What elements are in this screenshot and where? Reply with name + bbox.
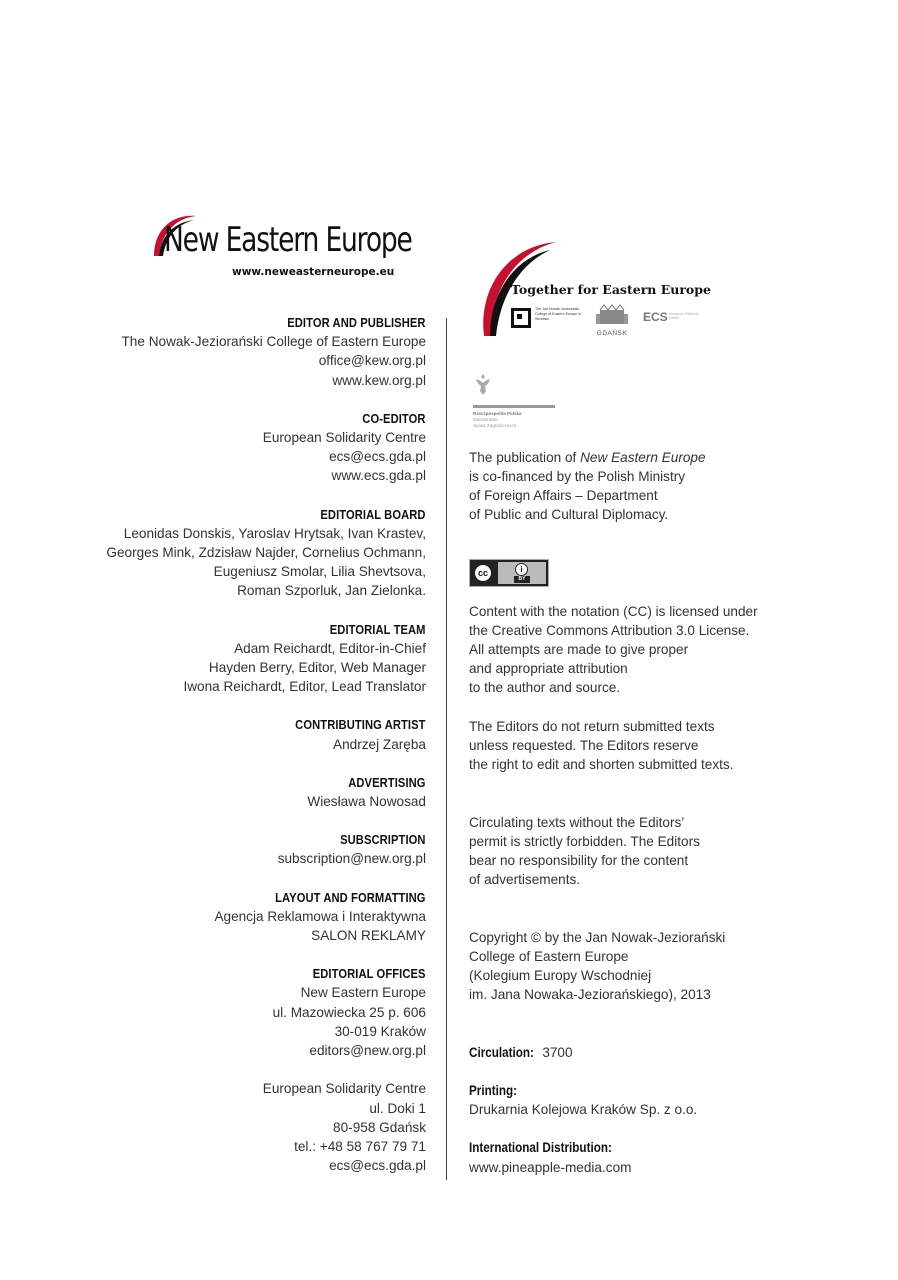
section-heading: EDITORIAL TEAM xyxy=(330,621,426,637)
ministry-text-prefix: The publication of xyxy=(469,450,581,465)
editors-note-line: The Editors do not return submitted texts xyxy=(469,719,715,734)
section-editorial-board xyxy=(106,505,426,601)
section-co-editor xyxy=(106,409,426,486)
license-line: All attempts are made to give proper xyxy=(469,642,689,657)
license-line: Content with the notation (CC) is licensed under xyxy=(469,604,758,619)
ministry-text-em: New Eastern Europe xyxy=(580,450,706,465)
section-line: 80-958 Gdańsk xyxy=(333,1119,426,1135)
ministry-line3: Spraw Zagranicznych xyxy=(473,423,517,428)
section-line: Iwona Reichardt, Editor, Lead Translator xyxy=(183,679,426,695)
cc-by-badge xyxy=(469,559,549,587)
printing-label: Printing: xyxy=(469,1083,518,1098)
ministry-line1: Rzeczpospolita Polska xyxy=(473,411,522,416)
editors-note-line: unless requested. The Editors reserve xyxy=(469,738,699,753)
section-line: Roman Szporluk, Jan Zielonka. xyxy=(237,583,426,599)
ministry-line: of Foreign Affairs – Department xyxy=(469,488,658,503)
section-line: ecs@ecs.gda.pl xyxy=(329,1158,426,1174)
section-line: Hayden Berry, Editor, Web Manager xyxy=(208,660,426,676)
section-heading: ADVERTISING xyxy=(348,774,426,790)
section-editorial-offices xyxy=(106,964,426,1060)
ministry-line xyxy=(469,448,706,467)
cc-icon xyxy=(473,563,493,583)
ministry-line: of Public and Cultural Diplomacy. xyxy=(469,507,669,522)
kew-logo-text: The Jan Nowak-Jeziorański College of Eastern Europe in Wrocław xyxy=(535,307,581,321)
logo-title: New Eastern Europe xyxy=(164,220,412,260)
kew-square-icon xyxy=(511,308,531,328)
section-line: tel.: +48 58 767 79 71 xyxy=(294,1138,426,1154)
distribution-label-line xyxy=(469,1138,635,1157)
masthead-logo xyxy=(148,210,428,285)
section-contributing-artist xyxy=(106,715,426,753)
license-line: the Creative Commons Attribution 3.0 License. xyxy=(469,623,750,638)
circulating-line: bear no responsibility for the content xyxy=(469,853,689,868)
ministry-line2: Ministerstwo xyxy=(473,417,499,422)
section-line: SALON REKLAMY xyxy=(311,928,426,944)
masthead-column xyxy=(106,313,426,1175)
circulating-line: Circulating texts without the Editors’ xyxy=(469,815,685,830)
distribution-label: International Distribution: xyxy=(469,1140,612,1155)
section-layout-formatting xyxy=(106,888,426,946)
section-subscription xyxy=(106,830,426,868)
section-line: The Nowak-Jeziorański College of Eastern Europe xyxy=(121,334,426,350)
gdansk-logo xyxy=(594,304,630,336)
section-ecs-address xyxy=(106,1079,426,1175)
copyright-line: im. Jana Nowaka-Jeziorańskiego), 2013 xyxy=(469,987,711,1002)
printing-label-line xyxy=(469,1081,525,1100)
column-divider xyxy=(446,318,447,1180)
gdansk-crest-icon xyxy=(594,304,630,326)
section-line: ul. Doki 1 xyxy=(369,1100,426,1116)
distribution-value: www.pineapple-media.com xyxy=(469,1160,632,1175)
section-line: ecs@ecs.gda.pl xyxy=(329,449,426,465)
ecs-sub: European Solidarity Centre xyxy=(669,312,699,321)
editors-note-line: the right to edit and shorten submitted texts. xyxy=(469,757,734,772)
cc-panel xyxy=(498,562,546,584)
gdansk-label: GDAŃSK xyxy=(596,330,628,337)
section-line: Eugeniusz Smolar, Lilia Shevtsova, xyxy=(213,564,426,580)
section-advertising xyxy=(106,773,426,811)
section-line: office@kew.org.pl xyxy=(318,353,426,369)
circulating-line: permit is strictly forbidden. The Editors xyxy=(469,834,700,849)
logo-url: www.neweasterneurope.eu xyxy=(232,266,395,278)
circulation-label: Circulation: xyxy=(469,1045,534,1060)
section-line: European Solidarity Centre xyxy=(262,1081,426,1097)
section-line: New Eastern Europe xyxy=(300,985,426,1001)
section-heading: CONTRIBUTING ARTIST xyxy=(295,717,426,733)
section-line: Georges Mink, Zdzisław Najder, Cornelius Ochmann, xyxy=(106,545,426,561)
section-heading: CO-EDITOR xyxy=(362,410,426,426)
section-line: Wiesława Nowosad xyxy=(307,794,426,810)
section-editor-publisher xyxy=(106,313,426,390)
ministry-rule xyxy=(473,405,555,408)
cc-by-label: BY xyxy=(514,576,530,583)
section-line: editors@new.org.pl xyxy=(309,1043,426,1059)
copyright-line: College of Eastern Europe xyxy=(469,949,629,964)
kew-logo xyxy=(511,306,591,334)
copyright-line: (Kolegium Europy Wschodniej xyxy=(469,968,652,983)
partners-slogan: Together for Eastern Europe xyxy=(511,282,711,297)
circulating-line: of advertisements. xyxy=(469,872,581,887)
section-line: subscription@new.org.pl xyxy=(277,851,426,867)
partners-logo xyxy=(478,238,718,338)
section-line: Leonidas Donskis, Yaroslav Hrytsak, Ivan Krastev, xyxy=(123,525,426,541)
section-line: Andrzej Zaręba xyxy=(333,736,426,752)
copyright-line: Copyright © by the Jan Nowak-Jeziorański xyxy=(469,930,726,945)
section-heading: EDITOR AND PUBLISHER xyxy=(287,315,426,330)
section-line: 30-019 Kraków xyxy=(334,1023,426,1039)
license-line: to the author and source. xyxy=(469,680,621,695)
ministry-line: is co-financed by the Polish Ministry xyxy=(469,469,686,484)
section-line: ul. Mazowiecka 25 p. 606 xyxy=(272,1004,426,1020)
section-line: Adam Reichardt, Editor-in-Chief xyxy=(234,640,426,656)
section-heading: LAYOUT AND FORMATTING xyxy=(275,889,426,905)
attribution-person-icon: i xyxy=(515,563,528,576)
section-heading: EDITORIAL BOARD xyxy=(320,506,426,522)
section-line: www.kew.org.pl xyxy=(332,372,426,388)
circulation-line xyxy=(469,1043,573,1062)
section-line: www.ecs.gda.pl xyxy=(331,468,426,484)
circulation-value: 3700 xyxy=(542,1045,573,1060)
section-editorial-team xyxy=(106,620,426,697)
section-heading: EDITORIAL OFFICES xyxy=(313,966,426,982)
ecs-label: ECS xyxy=(643,310,668,324)
printing-value: Drukarnia Kolejowa Kraków Sp. z o.o. xyxy=(469,1102,698,1117)
ecs-logo xyxy=(643,310,703,330)
section-heading: SUBSCRIPTION xyxy=(340,832,426,848)
section-line: European Solidarity Centre xyxy=(262,430,426,446)
cc-icon-text: cc xyxy=(477,568,488,578)
section-line: Agencja Reklamowa i Interaktywna xyxy=(214,908,426,924)
license-line: and appropriate attribution xyxy=(469,661,628,676)
polish-eagle-icon xyxy=(473,373,493,397)
ministry-logo xyxy=(473,373,563,428)
